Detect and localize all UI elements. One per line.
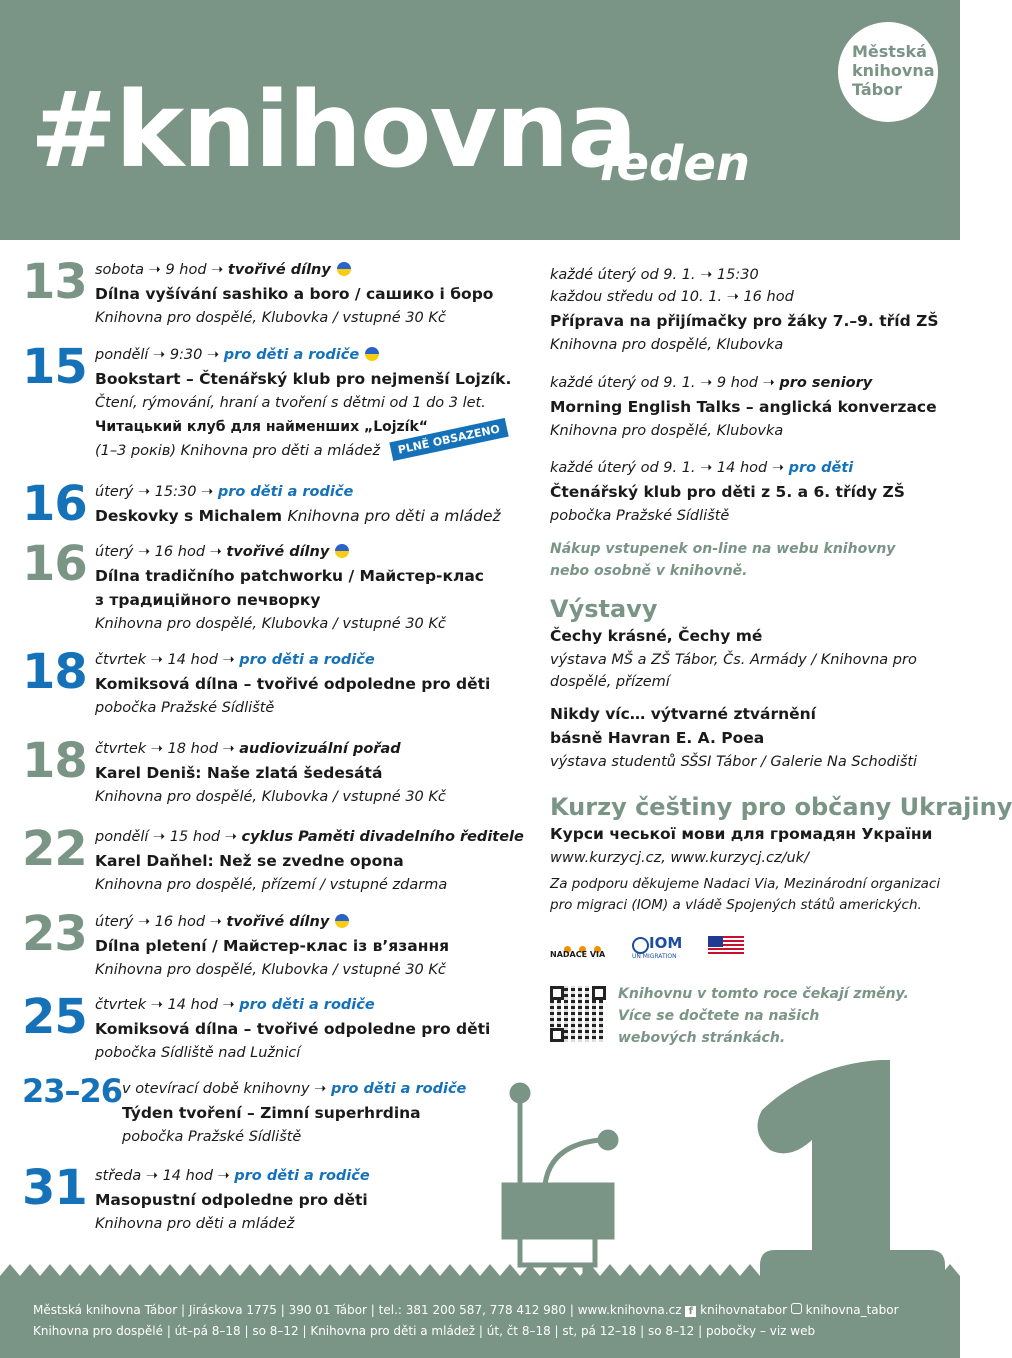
regular-events bbox=[550, 263, 1012, 916]
event-detail: Čtení, rýmování, hraní a tvoření s dětmi od 1 do 3 let. bbox=[95, 395, 486, 411]
event-title-ua: Читацький клуб для найменших „Lojzík“ bbox=[95, 419, 428, 435]
event-detail: Knihovna pro dospělé, Klubovka / vstupné 30 Kč bbox=[95, 789, 446, 805]
event-body bbox=[95, 910, 505, 982]
event-detail: Knihovna pro dospělé, Klubovka / vstupné 30 Kč bbox=[95, 616, 446, 632]
event-body bbox=[95, 648, 505, 720]
event-body bbox=[95, 540, 505, 636]
event-day: 23–26 bbox=[22, 1072, 123, 1110]
event-meta bbox=[95, 480, 505, 504]
iom-subtitle: UN MIGRATION bbox=[632, 953, 677, 960]
logo-line-1: Městská bbox=[852, 42, 927, 61]
iom-logo: IOM bbox=[649, 934, 683, 952]
exhibition-desc: výstava MŠ a ZŠ Tábor, Čs. Armády / Knihovna pro bbox=[550, 652, 917, 668]
event-title-cont: з традиційного печворку bbox=[95, 591, 321, 609]
event-time: úterý ➝ 15:30 ➝ bbox=[95, 484, 218, 500]
event-title-text: Dílna vyšívání sashiko a boro / сашико і боро bbox=[95, 285, 494, 303]
event-title-text: Karel Daňhel: Než se zvedne opona bbox=[95, 852, 404, 870]
event-tag: pro děti a rodiče bbox=[239, 652, 375, 668]
exhibitions-heading: Výstavy bbox=[550, 595, 658, 623]
event-title bbox=[95, 282, 505, 306]
event-day: 22 bbox=[22, 821, 87, 877]
event-meta bbox=[95, 648, 505, 672]
robot-illustration bbox=[504, 1085, 616, 1285]
regular-event bbox=[550, 456, 950, 528]
event-title-location: Knihovna pro děti a mládež bbox=[287, 507, 501, 525]
regular-meta: každou středu od 10. 1. ➝ 16 hod bbox=[550, 289, 794, 305]
event-body bbox=[95, 993, 505, 1065]
event-tag: pro děti a rodiče bbox=[223, 347, 360, 363]
page-title: #knihovna bbox=[30, 69, 636, 191]
event-title-text: Dílna tradičního patchworku / Майстер-клас bbox=[95, 567, 484, 585]
event-title-text: Komiksová dílna – tvořivé odpoledne pro děti bbox=[95, 675, 491, 693]
facebook-handle[interactable]: knihovnatabor bbox=[700, 1303, 788, 1317]
event-meta bbox=[95, 993, 505, 1017]
regular-tag: pro seniory bbox=[779, 375, 873, 391]
event-detail: Knihovna pro dospělé, Klubovka / vstupné 30 Kč bbox=[95, 310, 446, 326]
event-title-text: Komiksová dílna – tvořivé odpoledne pro děti bbox=[95, 1020, 491, 1038]
event-title bbox=[122, 1101, 532, 1125]
footer bbox=[0, 1300, 960, 1342]
thanks-line: pro migraci (IOM) a vládě Spojených států amerických. bbox=[550, 897, 922, 913]
event-title bbox=[95, 367, 512, 391]
event-title-text: Karel Deniš: Naše zlatá šedesátá bbox=[95, 764, 383, 782]
footer-contact: Městská knihovna Tábor | Jiráskova 1775 | 390 01 Tábor | tel.: 381 200 587, 778 412 980 | www.knihovna.cz bbox=[33, 1303, 682, 1317]
event-meta bbox=[95, 343, 505, 367]
event-body bbox=[122, 1077, 532, 1149]
event-day: 31 bbox=[22, 1160, 87, 1216]
facebook-icon[interactable]: f bbox=[685, 1306, 696, 1317]
regular-meta bbox=[550, 456, 950, 480]
event-tag: pro děti a rodiče bbox=[330, 1081, 467, 1097]
event-tag: pro děti a rodiče bbox=[234, 1168, 370, 1184]
fully-booked-badge: PLNĚ OBSAZENO bbox=[389, 418, 508, 461]
event-meta bbox=[95, 910, 505, 934]
regular-title: Příprava na přijímačky pro žáky 7.–9. tříd ZŠ bbox=[550, 312, 939, 330]
event-meta bbox=[95, 825, 524, 849]
event-time: pondělí ➝ 15 hod ➝ bbox=[95, 829, 242, 845]
us-flag-icon bbox=[708, 936, 744, 956]
event-body bbox=[95, 1164, 505, 1236]
exhibition-desc: dospělé, přízemí bbox=[550, 674, 670, 690]
event-tag: tvořivé dílny bbox=[226, 544, 330, 560]
event-meta bbox=[122, 1077, 532, 1101]
regular-location: Knihovna pro dospělé, Klubovka bbox=[550, 337, 784, 353]
event-time: čtvrtek ➝ 18 hod ➝ bbox=[95, 741, 240, 757]
event-day: 16 bbox=[22, 476, 87, 532]
event-detail: pobočka Pražské Sídliště bbox=[95, 700, 275, 716]
event-title bbox=[95, 761, 505, 785]
event-tag: pro děti a rodiče bbox=[239, 997, 375, 1013]
logo-line-3: Tábor bbox=[852, 80, 902, 99]
event-body bbox=[95, 825, 524, 897]
big-number-one bbox=[758, 1060, 946, 1280]
instagram-icon[interactable] bbox=[791, 1303, 802, 1314]
regular-meta bbox=[550, 371, 950, 395]
qr-note bbox=[618, 983, 918, 1049]
event-meta bbox=[95, 258, 505, 282]
event-detail: (1–3 років) Knihovna pro děti a mládež bbox=[95, 443, 381, 459]
ukraine-flag-icon bbox=[335, 914, 349, 928]
event-title bbox=[95, 672, 505, 696]
event-title-text: Bookstart – Čtenářský klub pro nejmenší Lojzík. bbox=[95, 370, 512, 388]
qr-note-line: Více se dočtete na našich bbox=[618, 1008, 820, 1024]
event-tag: pro děti a rodiče bbox=[217, 484, 354, 500]
event-detail: Knihovna pro dospělé, Klubovka / vstupné 30 Kč bbox=[95, 962, 446, 978]
qr-code-icon[interactable] bbox=[550, 986, 606, 1042]
event-title-text: Týden tvoření – Zimní superhrdina bbox=[122, 1104, 421, 1122]
month-label: leden bbox=[600, 136, 751, 192]
library-logo[interactable] bbox=[838, 22, 938, 122]
nadace-via-logo: NADACE VIA bbox=[550, 950, 606, 959]
event-title bbox=[95, 849, 505, 873]
courses-heading: Kurzy češtiny pro občany Ukrajiny bbox=[550, 793, 1012, 821]
event-time: středa ➝ 14 hod ➝ bbox=[95, 1168, 235, 1184]
event-time: v otevírací době knihovny ➝ bbox=[122, 1081, 331, 1097]
regular-title: Morning English Talks – anglická konverzace bbox=[550, 398, 937, 416]
event-title-text: Dílna pletení / Майстер-клас із в’язання bbox=[95, 937, 450, 955]
event-tag: tvořivé dílny bbox=[226, 914, 330, 930]
footer-line-2: Knihovna pro dospělé | út–pá 8–18 | so 8–12 | Knihovna pro děti a mládež | út, čt 8–18 | st, pá 12–18 | so 8–12 | pobočky – viz web bbox=[33, 1324, 816, 1338]
event-time: čtvrtek ➝ 14 hod ➝ bbox=[95, 997, 240, 1013]
ukraine-flag-icon bbox=[337, 262, 351, 276]
sponsor-logos bbox=[550, 936, 850, 962]
event-body bbox=[95, 258, 505, 330]
thanks-line: Za podporu děkujeme Nadaci Via, Mezinárodní organizaci bbox=[550, 876, 941, 892]
event-tag: tvořivé dílny bbox=[227, 262, 331, 278]
exhibition-desc: výstava studentů SŠSI Tábor / Galerie Na Schodišti bbox=[550, 754, 918, 770]
event-time: pondělí ➝ 9:30 ➝ bbox=[95, 347, 224, 363]
event-title-text: Masopustní odpoledne pro děti bbox=[95, 1191, 368, 1209]
event-title bbox=[95, 504, 505, 528]
exhibition-title: Nikdy víc… výtvarné ztvárnění bbox=[550, 705, 816, 723]
header-zigzag bbox=[0, 228, 960, 252]
regular-location: Knihovna pro dospělé, Klubovka bbox=[550, 423, 784, 439]
regular-event bbox=[550, 371, 950, 443]
event-meta bbox=[95, 540, 505, 564]
event-title bbox=[95, 1188, 505, 1212]
qr-note-line: Knihovnu v tomto roce čekají změny. bbox=[618, 986, 909, 1002]
event-meta bbox=[95, 737, 505, 761]
event-detail: Knihovna pro děti a mládež bbox=[95, 1216, 295, 1232]
event-day: 15 bbox=[22, 339, 87, 395]
event-title bbox=[95, 1017, 505, 1041]
event-title-text: Deskovky s Michalem bbox=[95, 507, 283, 525]
ukraine-flag-icon bbox=[365, 347, 379, 361]
event-day: 23 bbox=[22, 906, 87, 962]
regular-location: pobočka Pražské Sídliště bbox=[550, 508, 730, 524]
event-detail: pobočka Sídliště nad Lužnicí bbox=[95, 1045, 301, 1061]
regular-title: Čtenářský klub pro děti z 5. a 6. třídy ZŠ bbox=[550, 483, 905, 501]
event-day: 16 bbox=[22, 536, 87, 592]
exhibition-title: básně Havran E. A. Poea bbox=[550, 729, 765, 747]
ukraine-flag-icon bbox=[335, 544, 349, 558]
event-day: 25 bbox=[22, 989, 87, 1045]
regular-meta: každé úterý od 9. 1. ➝ 15:30 bbox=[550, 267, 759, 283]
event-day: 18 bbox=[22, 733, 87, 789]
regular-meta-text: každé úterý od 9. 1. ➝ 9 hod ➝ bbox=[550, 375, 780, 391]
event-tag: cyklus Paměti divadelního ředitele bbox=[241, 829, 524, 845]
event-day: 18 bbox=[22, 644, 87, 700]
footer-line-1 bbox=[0, 1300, 960, 1321]
event-time: sobota ➝ 9 hod ➝ bbox=[95, 262, 228, 278]
event-time: úterý ➝ 16 hod ➝ bbox=[95, 544, 227, 560]
event-detail: Knihovna pro dospělé, přízemí / vstupné zdarma bbox=[95, 877, 448, 893]
event-meta bbox=[95, 1164, 505, 1188]
regular-meta-text: každé úterý od 9. 1. ➝ 14 hod ➝ bbox=[550, 460, 789, 476]
courses-web[interactable]: www.kurzycj.cz, www.kurzycj.cz/uk/ bbox=[550, 850, 809, 866]
courses-subtitle: Курси чеської мови для громадян України bbox=[550, 825, 933, 843]
tickets-note-line: nebo osobně v knihovně. bbox=[550, 563, 748, 579]
event-detail: pobočka Pražské Sídliště bbox=[122, 1129, 302, 1145]
exhibition-title: Čechy krásné, Čechy mé bbox=[550, 627, 763, 645]
event-body bbox=[95, 480, 505, 528]
event-tag: audiovizuální pořad bbox=[239, 741, 401, 757]
event-title bbox=[95, 564, 505, 588]
tickets-note-line: Nákup vstupenek on-line na webu knihovny bbox=[550, 541, 896, 557]
qr-note-line: webových stránkách. bbox=[618, 1030, 786, 1046]
instagram-handle[interactable]: knihovna_tabor bbox=[805, 1303, 899, 1317]
event-title bbox=[95, 934, 505, 958]
event-time: úterý ➝ 16 hod ➝ bbox=[95, 914, 227, 930]
footer-zigzag bbox=[0, 1262, 960, 1292]
event-body bbox=[95, 737, 505, 809]
logo-line-2: knihovna bbox=[852, 61, 935, 80]
event-time: čtvrtek ➝ 14 hod ➝ bbox=[95, 652, 240, 668]
regular-event bbox=[550, 263, 950, 357]
regular-tag: pro děti bbox=[788, 460, 854, 476]
iom-globe-icon bbox=[632, 937, 649, 954]
event-day: 13 bbox=[22, 254, 87, 310]
